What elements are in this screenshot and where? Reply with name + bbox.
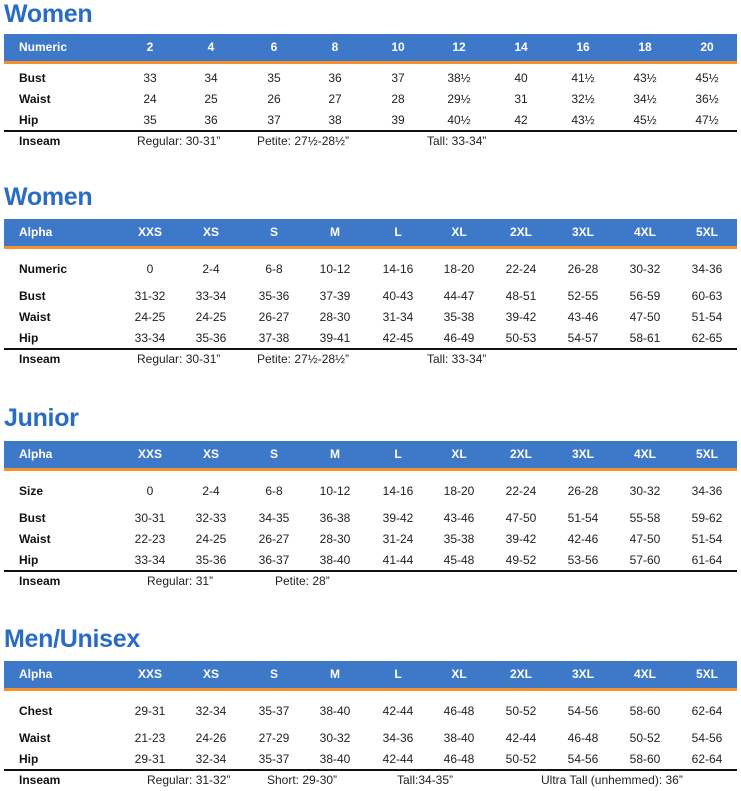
row-label: Waist bbox=[19, 92, 51, 106]
table-cell: 36½ bbox=[695, 92, 719, 106]
table-cell: 27 bbox=[328, 92, 342, 106]
column-header: 10 bbox=[391, 40, 405, 54]
table-cell: 6-8 bbox=[265, 262, 283, 276]
table-cell: 30-31 bbox=[134, 511, 166, 525]
column-header: XXS bbox=[137, 225, 163, 239]
table-cell: 42-44 bbox=[382, 704, 414, 718]
table-cell: 33-34 bbox=[134, 331, 166, 345]
inseam-label: Inseam bbox=[19, 352, 61, 366]
inseam-note: Tall: 33-34” bbox=[427, 352, 487, 366]
table-cell: 35-38 bbox=[443, 310, 475, 324]
table-cell: 46-49 bbox=[443, 331, 475, 345]
row-label: Waist bbox=[19, 532, 51, 546]
inseam-note: Short: 29-30” bbox=[267, 773, 338, 787]
table-cell: 32-34 bbox=[195, 752, 227, 766]
table-cell: 36 bbox=[328, 71, 342, 85]
column-header: 5XL bbox=[695, 667, 719, 681]
header-row-label: Alpha bbox=[19, 225, 53, 239]
table-cell: 34 bbox=[204, 71, 218, 85]
table-cell: 55-58 bbox=[629, 511, 661, 525]
table-cell: 40½ bbox=[447, 113, 471, 127]
column-header: 5XL bbox=[695, 447, 719, 461]
table-cell: 34-35 bbox=[258, 511, 290, 525]
table-cell: 50-52 bbox=[629, 731, 661, 745]
table-cell: 35 bbox=[267, 71, 281, 85]
table-cell: 18-20 bbox=[443, 262, 475, 276]
table-cell: 35-36 bbox=[195, 553, 227, 567]
table-cell: 33-34 bbox=[134, 553, 166, 567]
table-cell: 59-62 bbox=[691, 511, 723, 525]
row-label: Hip bbox=[19, 553, 39, 567]
table-cell: 35-37 bbox=[258, 704, 290, 718]
table-cell: 60-63 bbox=[691, 289, 723, 303]
table-cell: 33 bbox=[143, 71, 157, 85]
table-cell: 37 bbox=[391, 71, 405, 85]
table-cell: 36-37 bbox=[258, 553, 290, 567]
table-cell: 43½ bbox=[633, 71, 657, 85]
inseam-note: Tall:34-35” bbox=[397, 773, 454, 787]
header-row-label: Alpha bbox=[19, 447, 53, 461]
table-cell: 48-51 bbox=[505, 289, 537, 303]
column-header: XS bbox=[202, 667, 220, 681]
table-cell: 26 bbox=[267, 92, 281, 106]
table-cell: 33-34 bbox=[195, 289, 227, 303]
row-label: Numeric bbox=[19, 262, 68, 276]
column-header: L bbox=[394, 667, 402, 681]
table-cell: 29-31 bbox=[134, 752, 166, 766]
table-cell: 39-42 bbox=[505, 532, 537, 546]
table-cell: 39 bbox=[391, 113, 405, 127]
table-cell: 45-48 bbox=[443, 553, 475, 567]
table-cell: 35 bbox=[143, 113, 157, 127]
column-header: XS bbox=[202, 225, 220, 239]
table-cell: 18-20 bbox=[443, 484, 475, 498]
table-cell: 58-60 bbox=[629, 752, 661, 766]
table-cell: 10-12 bbox=[319, 262, 351, 276]
table-cell: 24-26 bbox=[195, 731, 227, 745]
table-cell: 31 bbox=[514, 92, 528, 106]
inseam-label: Inseam bbox=[19, 134, 61, 148]
table-cell: 53-56 bbox=[567, 553, 599, 567]
row-label: Hip bbox=[19, 113, 39, 127]
table-cell: 42 bbox=[514, 113, 528, 127]
table-cell: 44-47 bbox=[443, 289, 475, 303]
column-header: 16 bbox=[576, 40, 590, 54]
row-label: Size bbox=[19, 484, 44, 498]
table-cell: 36-38 bbox=[319, 511, 351, 525]
table-cell: 14-16 bbox=[382, 262, 414, 276]
table-cell: 42-44 bbox=[382, 752, 414, 766]
table-cell: 51-54 bbox=[691, 532, 723, 546]
table-cell: 28-30 bbox=[319, 532, 351, 546]
column-header: 2 bbox=[146, 40, 154, 54]
row-label: Hip bbox=[19, 752, 39, 766]
table-cell: 49-52 bbox=[505, 553, 537, 567]
inseam-note: Petite: 27½-28½” bbox=[257, 352, 350, 366]
table-cell: 62-65 bbox=[691, 331, 723, 345]
table-cell: 32-34 bbox=[195, 704, 227, 718]
column-header: 18 bbox=[638, 40, 652, 54]
column-header: XL bbox=[451, 667, 467, 681]
table-cell: 29½ bbox=[447, 92, 471, 106]
table-cell: 45½ bbox=[695, 71, 719, 85]
table-cell: 24-25 bbox=[195, 310, 227, 324]
table-cell: 2-4 bbox=[202, 484, 220, 498]
header-row-label: Numeric bbox=[19, 40, 68, 54]
table-cell: 38-40 bbox=[443, 731, 475, 745]
table-cell: 50-53 bbox=[505, 331, 537, 345]
table-cell: 2-4 bbox=[202, 262, 220, 276]
column-header: 12 bbox=[452, 40, 466, 54]
column-header: 2XL bbox=[509, 667, 533, 681]
column-header: 2XL bbox=[509, 225, 533, 239]
section-title: Junior bbox=[4, 404, 79, 432]
column-header: 5XL bbox=[695, 225, 719, 239]
table-cell: 36 bbox=[204, 113, 218, 127]
table-cell: 35-36 bbox=[258, 289, 290, 303]
table-header bbox=[4, 661, 737, 691]
row-label: Waist bbox=[19, 310, 51, 324]
table-cell: 51-54 bbox=[567, 511, 599, 525]
table-cell: 0 bbox=[146, 262, 154, 276]
table-cell: 45½ bbox=[633, 113, 657, 127]
inseam-note: Regular: 30-31” bbox=[137, 352, 221, 366]
inseam-row bbox=[4, 771, 737, 789]
table-cell: 22-24 bbox=[505, 484, 537, 498]
table-cell: 27-29 bbox=[258, 731, 290, 745]
table-cell: 30-32 bbox=[629, 262, 661, 276]
table-cell: 6-8 bbox=[265, 484, 283, 498]
column-header: L bbox=[394, 447, 402, 461]
inseam-note: Regular: 31” bbox=[147, 574, 214, 588]
table-cell: 35-37 bbox=[258, 752, 290, 766]
table-cell: 22-23 bbox=[134, 532, 166, 546]
table-cell: 61-64 bbox=[691, 553, 723, 567]
column-header: 4XL bbox=[633, 667, 657, 681]
table-cell: 37 bbox=[267, 113, 281, 127]
table-cell: 24-25 bbox=[195, 532, 227, 546]
table-cell: 34-36 bbox=[382, 731, 414, 745]
table-cell: 47½ bbox=[695, 113, 719, 127]
table-cell: 39-41 bbox=[319, 331, 351, 345]
table-cell: 62-64 bbox=[691, 704, 723, 718]
table-cell: 28 bbox=[391, 92, 405, 106]
table-cell: 0 bbox=[146, 484, 154, 498]
table-cell: 54-56 bbox=[691, 731, 723, 745]
table-cell: 26-27 bbox=[258, 310, 290, 324]
table-cell: 52-55 bbox=[567, 289, 599, 303]
table-cell: 38½ bbox=[447, 71, 471, 85]
row-label: Bust bbox=[19, 511, 46, 525]
table-cell: 41½ bbox=[571, 71, 595, 85]
inseam-label: Inseam bbox=[19, 773, 61, 787]
table-cell: 35-36 bbox=[195, 331, 227, 345]
column-header: XS bbox=[202, 447, 220, 461]
table-cell: 62-64 bbox=[691, 752, 723, 766]
table-cell: 47-50 bbox=[629, 310, 661, 324]
table-cell: 31-24 bbox=[382, 532, 414, 546]
table-row bbox=[4, 729, 737, 747]
table-cell: 34-36 bbox=[691, 262, 723, 276]
table-cell: 35-38 bbox=[443, 532, 475, 546]
column-header: 2XL bbox=[509, 447, 533, 461]
table-cell: 42-45 bbox=[382, 331, 414, 345]
table-cell: 50-52 bbox=[505, 752, 537, 766]
table-cell: 39-42 bbox=[505, 310, 537, 324]
table-cell: 38-40 bbox=[319, 704, 351, 718]
table-cell: 54-56 bbox=[567, 704, 599, 718]
table-cell: 47-50 bbox=[505, 511, 537, 525]
row-label: Bust bbox=[19, 71, 46, 85]
table-cell: 25 bbox=[204, 92, 218, 106]
column-header: XXS bbox=[137, 447, 163, 461]
column-header: S bbox=[269, 667, 279, 681]
table-cell: 43½ bbox=[571, 113, 595, 127]
table-row bbox=[4, 750, 737, 768]
table-row bbox=[4, 702, 737, 720]
column-header: 20 bbox=[700, 40, 714, 54]
row-label: Hip bbox=[19, 331, 39, 345]
table-cell: 24 bbox=[143, 92, 157, 106]
table-cell: 42-44 bbox=[505, 731, 537, 745]
table-cell: 46-48 bbox=[567, 731, 599, 745]
table-cell: 58-61 bbox=[629, 331, 661, 345]
inseam-label: Inseam bbox=[19, 574, 61, 588]
header-row-label: Alpha bbox=[19, 667, 53, 681]
table-cell: 24-25 bbox=[134, 310, 166, 324]
inseam-note: Regular: 31-32” bbox=[147, 773, 231, 787]
inseam-note: Petite: 28” bbox=[275, 574, 330, 588]
inseam-note: Ultra Tall (unhemmed): 36” bbox=[541, 773, 683, 787]
inseam-note: Regular: 30-31” bbox=[137, 134, 221, 148]
table-cell: 42-46 bbox=[567, 532, 599, 546]
table-cell: 29-31 bbox=[134, 704, 166, 718]
column-header: XL bbox=[451, 225, 467, 239]
table-cell: 38 bbox=[328, 113, 342, 127]
table-cell: 43-46 bbox=[567, 310, 599, 324]
table-cell: 26-28 bbox=[567, 484, 599, 498]
table-cell: 54-57 bbox=[567, 331, 599, 345]
table-cell: 38-40 bbox=[319, 752, 351, 766]
table-cell: 28-30 bbox=[319, 310, 351, 324]
table-cell: 38-40 bbox=[319, 553, 351, 567]
column-header: 3XL bbox=[571, 667, 595, 681]
table-cell: 34½ bbox=[633, 92, 657, 106]
table-cell: 32½ bbox=[571, 92, 595, 106]
column-header: 8 bbox=[331, 40, 339, 54]
table-cell: 40 bbox=[514, 71, 528, 85]
table-cell: 26-27 bbox=[258, 532, 290, 546]
table-cell: 26-28 bbox=[567, 262, 599, 276]
column-header: M bbox=[330, 447, 340, 461]
column-header: S bbox=[269, 225, 279, 239]
column-header: 14 bbox=[514, 40, 528, 54]
column-header: XXS bbox=[137, 667, 163, 681]
table-cell: 56-59 bbox=[629, 289, 661, 303]
section-title: Men/Unisex bbox=[4, 625, 140, 653]
column-header: 3XL bbox=[571, 225, 595, 239]
table-cell: 31-32 bbox=[134, 289, 166, 303]
table-cell: 41-44 bbox=[382, 553, 414, 567]
table-cell: 57-60 bbox=[629, 553, 661, 567]
table-cell: 22-24 bbox=[505, 262, 537, 276]
column-header: M bbox=[330, 225, 340, 239]
table-cell: 51-54 bbox=[691, 310, 723, 324]
inseam-note: Petite: 27½-28½” bbox=[257, 134, 350, 148]
column-header: S bbox=[269, 447, 279, 461]
row-label: Chest bbox=[19, 704, 53, 718]
column-header: 4XL bbox=[633, 447, 657, 461]
column-header: XL bbox=[451, 447, 467, 461]
table-cell: 58-60 bbox=[629, 704, 661, 718]
inseam-note: Tall: 33-34” bbox=[427, 134, 487, 148]
table-cell: 30-32 bbox=[629, 484, 661, 498]
column-header: M bbox=[330, 667, 340, 681]
row-label: Bust bbox=[19, 289, 46, 303]
table-cell: 47-50 bbox=[629, 532, 661, 546]
table-cell: 32-33 bbox=[195, 511, 227, 525]
table-cell: 40-43 bbox=[382, 289, 414, 303]
table-cell: 30-32 bbox=[319, 731, 351, 745]
table-cell: 46-48 bbox=[443, 704, 475, 718]
section-title: Women bbox=[4, 183, 93, 211]
table-cell: 10-12 bbox=[319, 484, 351, 498]
section-title: Women bbox=[4, 0, 93, 28]
table-cell: 21-23 bbox=[134, 731, 166, 745]
column-header: 6 bbox=[270, 40, 278, 54]
table-cell: 31-34 bbox=[382, 310, 414, 324]
table-cell: 54-56 bbox=[567, 752, 599, 766]
table-cell: 43-46 bbox=[443, 511, 475, 525]
row-label: Waist bbox=[19, 731, 51, 745]
table-cell: 50-52 bbox=[505, 704, 537, 718]
table-cell: 34-36 bbox=[691, 484, 723, 498]
table-cell: 14-16 bbox=[382, 484, 414, 498]
column-header: 4XL bbox=[633, 225, 657, 239]
table-cell: 37-39 bbox=[319, 289, 351, 303]
table-cell: 39-42 bbox=[382, 511, 414, 525]
table-cell: 37-38 bbox=[258, 331, 290, 345]
table-cell: 46-48 bbox=[443, 752, 475, 766]
column-header: 4 bbox=[207, 40, 215, 54]
column-header: 3XL bbox=[571, 447, 595, 461]
column-header: L bbox=[394, 225, 402, 239]
